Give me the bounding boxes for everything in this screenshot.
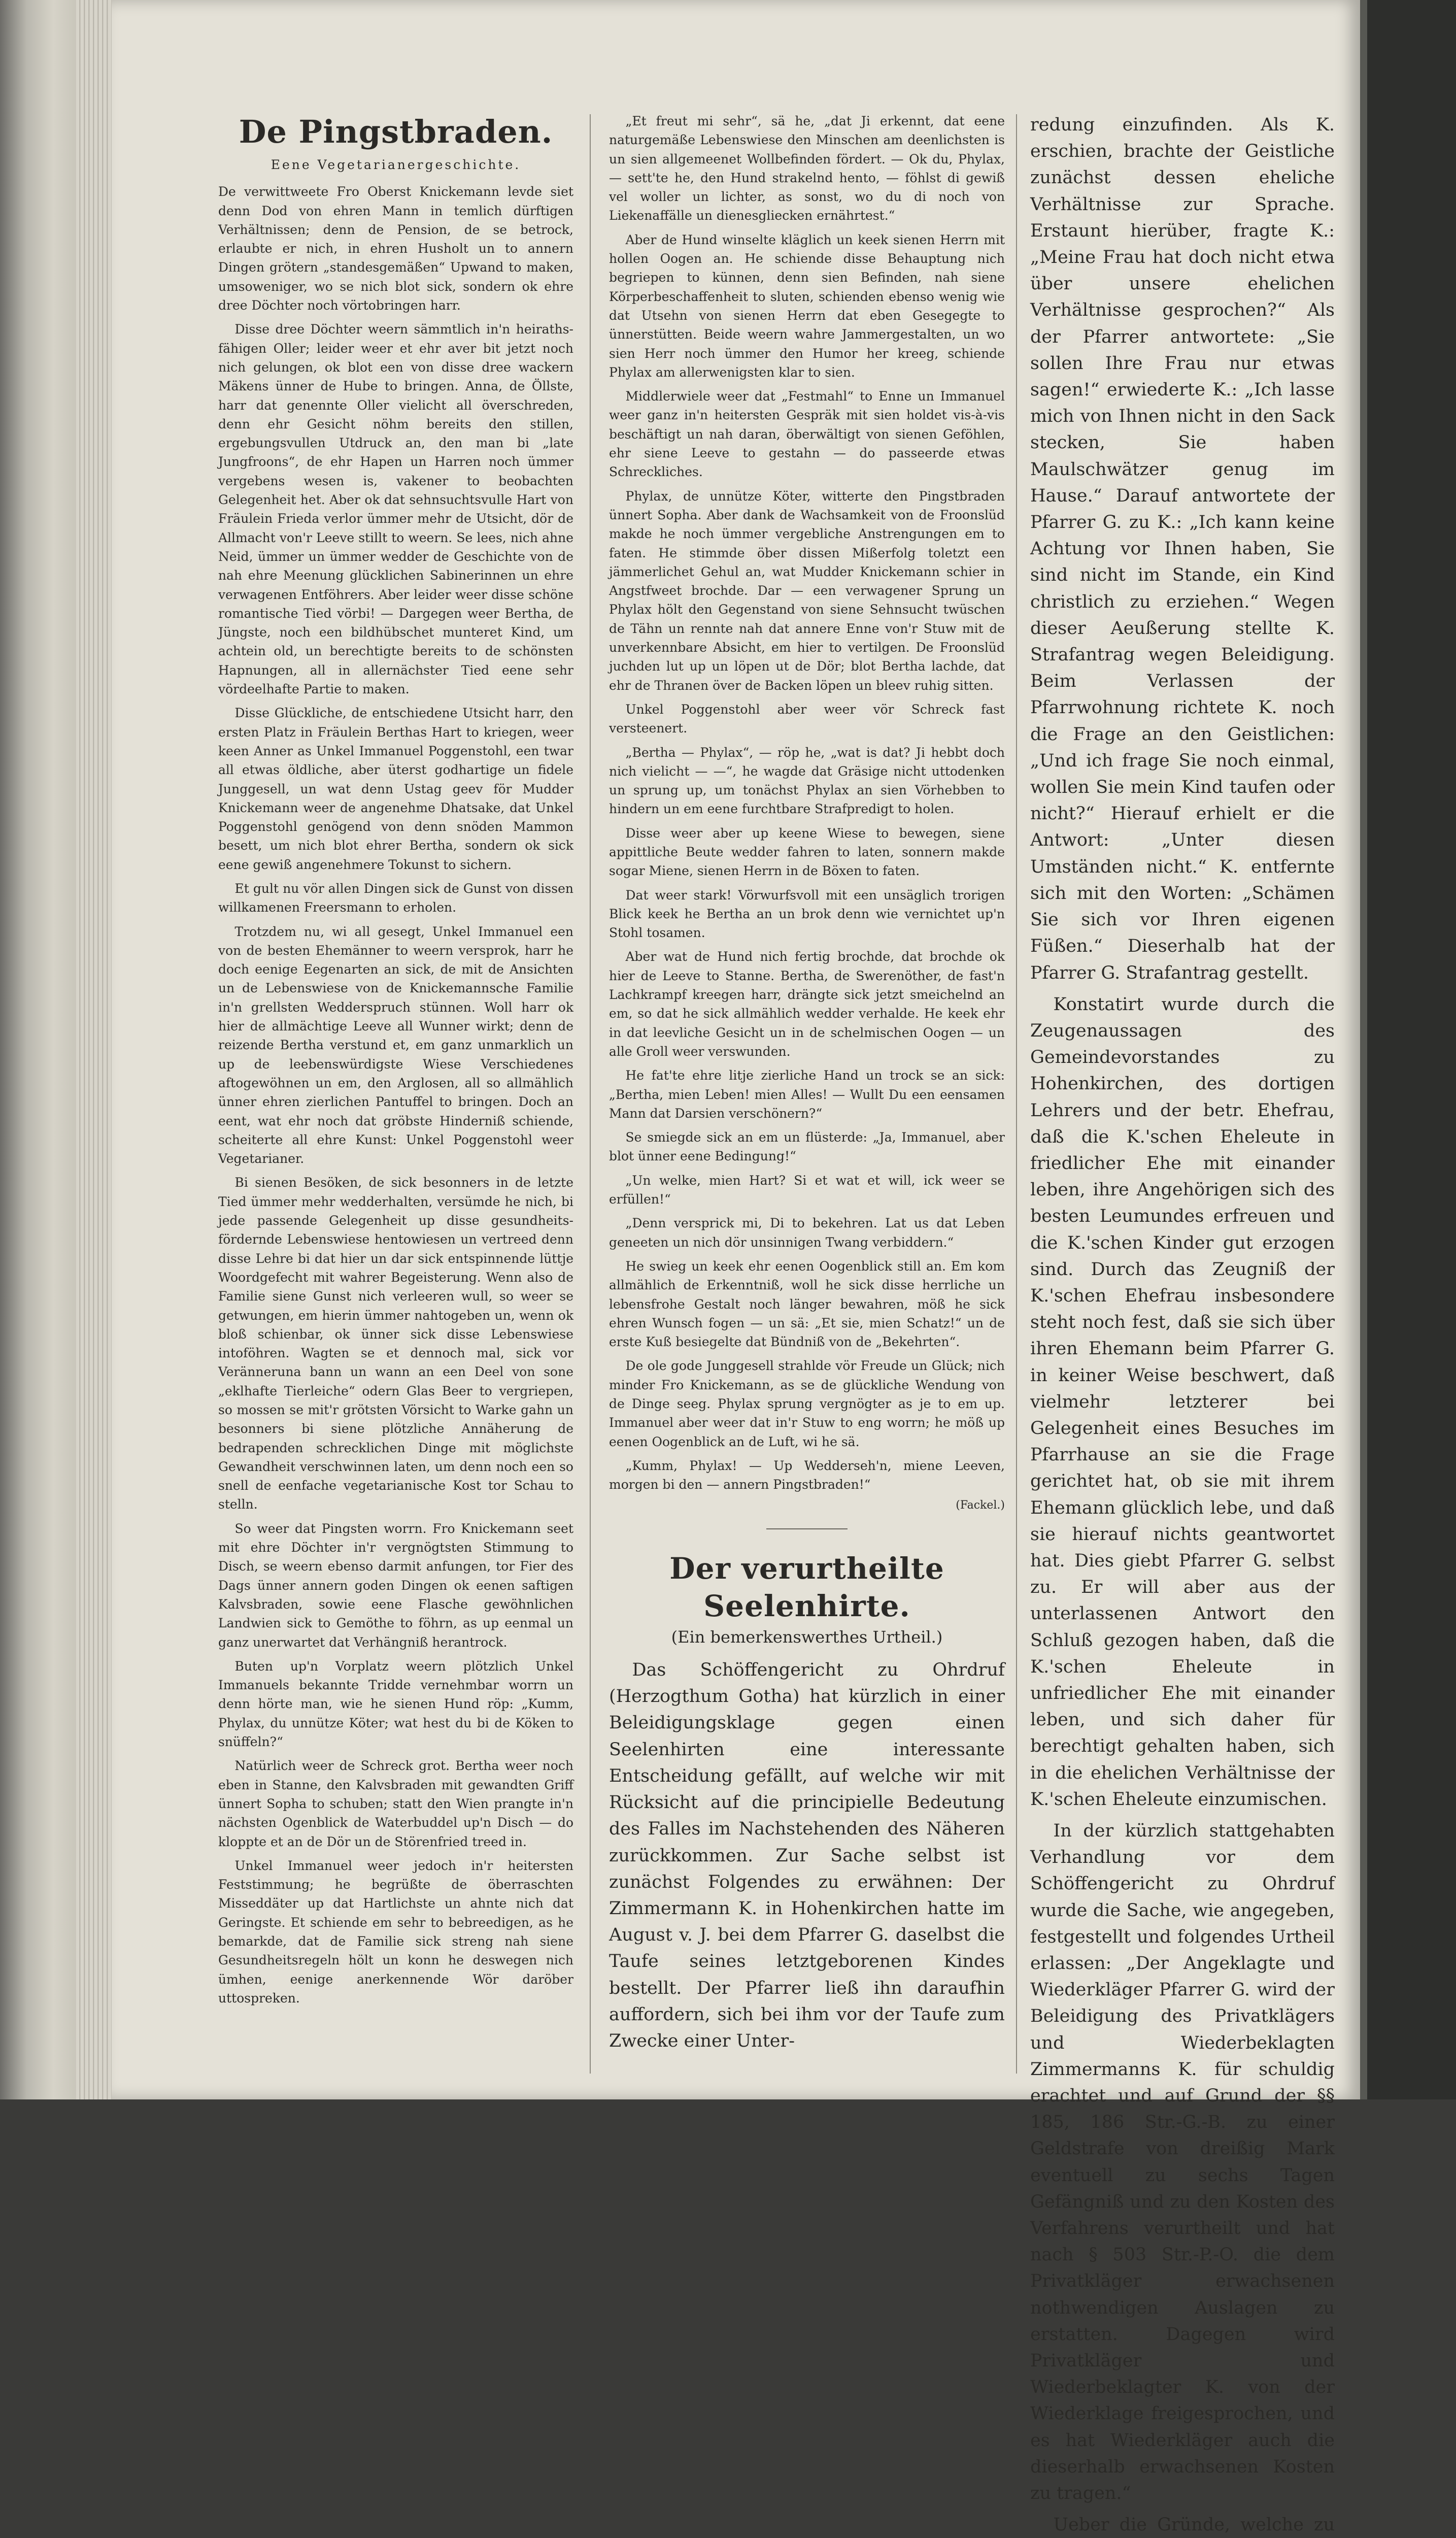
paragraph: De verwittweete Fro Oberst Knickemann levde siet denn Dod von ehren Mann in temlich dürftigen Verhältnissen; denn de Pension, de se betrock, erlaubte er nich, in ehren Husholt un to annern Dingen grötern „standesgemäßen“ Upwand to maken, umsoweniger, wo se nich blot sick, sondern ok ehre dree Döchter noch vörtobringen harr. — [218, 184, 573, 313]
paragraph: „Et freut mi sehr“, sä he, „dat Ji erkennt, dat eene naturgemäße Lebenswiese den Minschen am deenlichsten is un sien allgemeenet Wollbefinden fördert. — Ok du, Phylax, — sett'te he, den Hund strakelnd hento, — föhlst di gewiß vel woller un lichter, as sonst, wo du di noch von Liekenaffälle un dienesgliecken ernährtest.“ — [609, 114, 1005, 223]
paragraph: „Bertha — Phylax“, — röp he, „wat is dat? Ji hebbt doch nich vielicht — —“, he wagde dat Gräsige nicht uttodenken un sprung up, um tonächst Phylax an sien Vörhebben to hindern un em eene furchtbare Strafpredigt to holen. — [609, 745, 1005, 817]
paragraph: Aber de Hund winselte kläglich un keek sienen Herrn mit hollen Oogen an. He schiende disse Behauptung nich begriepen to künnen, denn sien Befinden, nah siene Körperbeschaffenheit to sluten, schienden ebenso wenig wie dat Utsehn von sienen Herrn dat eben Gesegegte to ünnerstütten. Beide weern wahre Jammergestalten, un wo sien Herr noch ümmer den Humor her kreeg, schiende Phylax am allerwenigsten klar to sien. — [609, 232, 1005, 380]
paragraph: Disse Glückliche, de entschiedene Utsicht harr, den ersten Platz in Fräulein Berthas Hart to kriegen, weer keen Anner as Unkel Immanuel Poggenstohl, een twar all etwas öldliche, aber üterst godhartige un fidele Junggesell, un wat denn Ustag geev för Mudder Knickemann weer de angenehme Dhatsake, dat Unkel Poggenstohl genögend von denn snöden Mammon besett, um nich blot ehrer Bertha, sondern ok sick eene gewiß angenehmere Tokunst to sichern. — [218, 706, 573, 872]
paragraph: Das Schöffengericht zu Ohrdruf (Herzogthum Gotha) hat kürzlich in einer Beleidigungsklage gegen einen Seelenhirten eine interessante Entscheidung gefällt, auf welche wir mit Rücksicht auf die principielle Bedeutung des Falles im Nachstehenden des Näheren zurückkommen. Zur Sache selbst ist zunächst Folgendes zu erwähnen: Der Zimmermann K. in Hohenkirchen hatte im August v. J. bei dem Pfarrer G. daselbst die Taufe seines letztgeborenen Kindes bestellt. Der Pfarrer ließ ihn daraufhin auffordern, sich bei ihm vor der Taufe zum Zwecke einer Unter- — [609, 1660, 1005, 2051]
paragraph: Bi sienen Besöken, de sick besonners in de letzte Tied ümmer mehr wedderhalten, versümde he nich, bi jede passende Gelegenheit up disse gesundheitsfördernde Lebenswiese hentowiesen un vertreed denn disse Lehre bi dat hier un dar sick entspinnende lüttje Woordgefecht mit wahrer Begeisterung. Wenn also de Familie siene Gunst nich verleeren wull, so weer se getwungen, em hierin ümmer nahtogeben un, wenn ok bloß schienbar, ok ünner sick disse Lebenswiese intoföhren. Wagten se et dennoch mal, sick vor Veränneruna bann un wann an een Deel von sone „eklhafte Tierleiche“ odern Glas Beer to vergriepen, so mossen se mit'r grötsten Vörsicht to Warke gahn un besonners bi siene plötzliche Annäherung de bedrapenden schrecklichen Dinge mit möglichste Gewandheit verschwinnen laten, um denn noch een so snell de eenfache vegetarianische Kost tor Schau to stelln. — [218, 1175, 573, 1512]
paragraph: Disse dree Döchter weern sämmtlich in'n heirathsfähigen Oller; leider weer et ehr aver bit jetzt noch nich gelungen, ok blot een von disse dree wackern Mäkens ünner de Hube to bringen. Anna, de Öllste, harr dat genennte Oller vielicht all överschreden, denn ehr Gesicht nöhm bereits den stillen, ergebungsvullen Utdruck an, den man bi „late Jungfroons“, de ehr Hapen un Harren noch ümmer vergebens wesen is, vakener to beobachten Gelegenheit het. Aber ok dat sehnsuchtsvulle Hart von Fräulein Frieda verlor ümmer mehr de Utsicht, dör de Allmacht von'r Leeve stillt to weern. Se lees, nich ahne Neid, ümmer un ümmer wedder de Geschichte von de nah ehre Meenung glücklichen Sabinerinnen un ehre verwagenen Entföhrers. Aber leider weer disse schöne romantische Tied vörbi! — Dargegen weer Bertha, de Jüngste, noch een bildhübschet munteret Kind, um achtein old, un berechtigte bereits to de schönsten Hapnungen, all in allernächster Tied eene sehr vördeelhafte Partie to maken. — [218, 322, 573, 697]
article-title-pingstbraden: De Pingstbraden. — [239, 113, 553, 150]
article-subtitle-pingstbraden: Eene Vegetarianergeschichte. — [270, 157, 521, 172]
paragraph: Ueber die Gründe, welche zu — [1053, 2515, 1335, 2535]
paragraph: He swieg un keek ehr eenen Oogenblick still an. Em kom allmählich de Erkenntniß, woll he sick disse herrliche un lebensfrohe Gestalt noch länger bewahren, möß he sick ehren Wunsch fogen — un sä: „Et sie, mien Schatz!“ un de erste Kuß besiegelte dat Bündniß von de „Bekehrten“. — [609, 1258, 1005, 1350]
column-1 — [218, 112, 573, 2013]
paragraph: Natürlich weer de Schreck grot. Bertha weer noch eben in Stanne, den Kalvsbraden mit gewandten Griff ünnert Sopha to schuben; statt den Wien prangte in'n nächsten Ogenblick de Waterbuddel up'n Disch — do kloppte et an de Dör un de Störenfried treed in. — [218, 1758, 573, 1849]
paragraph: Phylax, de unnütze Köter, witterte den Pingstbraden ünnert Sopha. Aber dank de Wachsamkeit von de Froonslüd makde he noch ümmer vergebliche Anstrengungen em to faten. He stimmde öber dissen Mißerfolg toletzt een jämmerlichet Gehul an, wat Mudder Knickemann schier in Angstfweet brochde. Dar — een verwagener Sprung un Phylax hölt den Gegenstand von siene Sehnsucht twüschen de Tähn un rennte nah dat annere Enne von'r Stuw mit de unverkennbare Absicht, em hier to vertilgen. De Froonslüd juchden lut up un löpen ut de Dör; blot Bertha lachde, dat ehr de Thranen över de Backen löpen un bleev ruhig sitten. — [609, 488, 1005, 693]
book-binding — [0, 0, 76, 2099]
cover-edge — [1360, 0, 1367, 2099]
paragraph: Dat weer stark! Vörwurfsvoll mit een unsäglich trorigen Blick keek he Bertha an un brok denn wie vernichtet up'n Stohl tosamen. — [609, 887, 1005, 941]
paragraph: redung einzufinden. Als K. erschien, brachte der Geistliche zunächst dessen eheliche Verhältnisse zur Sprache. Erstaunt hierüber, fragte K.: „Meine Frau hat doch nicht etwa über unsere ehelichen Verhältnisse gesprochen?“ Als der Pfarrer antwortete: „Sie sollen Ihre Frau nur etwas sagen!“ erwiederte K.: „Ich lasse mich von Ihnen nicht in den Sack stecken, Sie haben Maulschwätzer genug im Hause.“ Darauf antwortete der Pfarrer G. zu K.: „Ich kann keine Achtung vor Ihnen haben, Sie sind nicht im Stande, ein Kind christlich zu erziehen.“ Wegen dieser Aeußerung stellte K. Strafantrag wegen Beleidigung. Beim Verlassen der Pfarrwohnung richtete K. noch die Frage an den Geistlichen: „Und ich frage Sie noch einmal, wollen Sie mein Kind taufen oder nicht?“ Hierauf erhielt er die Antwort: „Unter diesen Umständen nicht.“ K. entfernte sich mit den Worten: „Schämen Sie sich vor Ihren eigenen Füßen.“ Dieserhalb hat der Pfarrer G. Strafantrag gestellt. — [1030, 115, 1335, 983]
paragraph: So weer dat Pingsten worrn. Fro Knickemann seet mit ehre Döchter in'r vergnögtsten Stimmung to Disch, se weern ebenso darmit anfungen, tor Fier des Dags ünner annern goden Dingen ok eenen saftigen Kalvsbraden, sowie eene Flasche gewöhnlichen Landwien sick to Gemöthe to föhrn, as up eenmal un ganz unerwartet dat Verhängniß herantrock. — [218, 1521, 573, 1650]
column-3 — [1030, 112, 1335, 2538]
article-divider — [766, 1528, 848, 1529]
article-source: (Fackel.) — [956, 1499, 1005, 1512]
article-subtitle-seelenhirte: (Ein bemerkenswerthes Urtheil.) — [671, 1627, 943, 1647]
column-2 — [609, 112, 1005, 2054]
paragraph: Trotzdem nu, wi all gesegt, Unkel Immanuel een von de besten Ehemänner to weern versprok, harr he doch eenige Eegenarten an sick, de mit de Ansichten un de Lebenswiese von de Knickemannsche Familie in'n grellsten Wedderspruch stünnen. Woll harr ok hier de allmächtige Leeve all Wunner wirkt; denn de reizende Bertha verstund et, em ganz unmarklich un up de leebenswürdigste Wiese Verschiedenes aftogewöhnen un em, den Arglosen, all so allmählich ünner ehren zierlichen Pantuffel to bringen. Doch an eent, wat ehr noch dat gröbste Hinderniß schiende, scheiterte all ehre Kunst: Unkel Poggenstohl weer Vegetarianer. — [218, 924, 573, 1166]
paragraph: In der kürzlich stattgehabten Verhandlung vor dem Schöffengericht zu Ohrdruf wurde die Sache, wie angegeben, festgestellt und folgendes Urtheil erlassen: „Der Angeklagte und Wiederkläger Pfarrer G. wird der Beleidigung des Privatklägers und Wiederbeklagten Zimmermanns K. für schuldig erachtet und auf Grund der §§ 185, 186 Str.-G.-B. zu einer Geldstrafe von dreißig Mark eventuell zu sechs Tagen Gefängniß und zu den Kosten des Verfahrens verurtheilt und hat nach § 503 Str.-P.-O. die dem Privatkläger erwachsenen nothwendigen Auslagen zu erstatten. Dagegen wird Privatkläger und Wiederbeklagter K. von der Wiederklage freigesprochen, und es hat Wiederkläger auch die dieserhalb erwachsenen Kosten zu tragen.“ — [1030, 1821, 1335, 2504]
column-rule-2 — [1016, 114, 1017, 2074]
paragraph: „Un welke, mien Hart? Si et wat et will, ick weer se erfüllen!“ — [609, 1173, 1005, 1207]
paragraph: Unkel Poggenstohl aber weer vör Schreck fast versteenert. — [609, 702, 1005, 736]
paragraph: Unkel Immanuel weer jedoch in'r heitersten Feststimmung; he begrüßte de öberraschten Misseddäter up dat Hartlichste un ahnte nich dat Geringste. Et schiende em sehr to bebreedigen, as he bemarkde, dat de Familie sick streng nah siene Gesundheitsregeln hölt un konn he deswegen nich ümhen, eenige anerkennende Wör daröber uttospreken. — [218, 1858, 573, 2006]
paragraph: Middlerwiele weer dat „Festmahl“ to Enne un Immanuel weer ganz in'n heitersten Gespräk mit sien holdet vis-à-vis beschäftigt un nah daran, öberwältigt von sienen Geföhlen, ehr siene Leeve to gestahn — do passeerde etwas Schreckliches. — [609, 389, 1005, 480]
paragraph: Aber wat de Hund nich fertig brochde, dat brochde ok hier de Leeve to Stanne. Bertha, de Swerenöther, de fast'n Lachkrampf kreegen harr, drängte sick jetzt smeichelnd an em, so dat he sick allmählich wedder verhalde. He keek ehr in dat leevliche Gesicht un in de schelmischen Oogen — un alle Groll weer verswunden. — [609, 949, 1005, 1059]
paragraph: Se smiegde sick an em un flüsterde: „Ja, Immanuel, aber blot ünner eene Bedingung!“ — [609, 1130, 1005, 1164]
article2-start — [609, 1657, 1005, 2054]
paragraph: Disse weer aber up keene Wiese to bewegen, siene appittliche Beute wedder fahren to laten, sonnern makde sogar Miene, sienen Herrn in de Böxen to faten. — [609, 825, 1005, 879]
paragraph: „Denn versprick mi, Di to bekehren. Lat us dat Leben geneeten un nich dör unsinnigen Twang verbiddern.“ — [609, 1216, 1005, 1250]
paragraph: „Kumm, Phylax! — Up Wedderseh'n, miene Leeven, morgen bi den — annern Pingstbraden!“ — [609, 1458, 1005, 1492]
article-title-seelenhirte: Der verurtheilte Seelenhirte. — [669, 1551, 944, 1623]
paragraph: Buten up'n Vorplatz weern plötzlich Unkel Immanuels bekannte Tridde vernehmbar worrn un denn hörte man, wie he sienen Hund röp: „Kumm, Phylax, du unnütze Köter; wat hest du bi de Köken to snüffeln?“ — [218, 1658, 573, 1750]
column-rule-1 — [590, 114, 591, 2074]
page-edges — [76, 0, 112, 2099]
paragraph: He fat'te ehre litje zierliche Hand un trock se an sick: „Bertha, mien Leben! mien Alles! — Wullt Du een eensamen Mann dat Darsien verschönern?“ — [609, 1068, 1005, 1121]
paragraph: De ole gode Junggesell strahlde vör Freude un Glück; nich minder Fro Knickemann, as se de glückliche Wendung von de Dinge seeg. Phylax sprung vergnögter as je to em up. Immanuel aber weer dat in'r Stuw to eng worrn; he möß up eenen Oogenblick an de Luft, wi he sä. — [609, 1358, 1005, 1449]
paragraph: Konstatirt wurde durch die Zeugenaussagen des Gemeindevorstandes zu Hohenkirchen, des dortigen Lehrers und der betr. Ehefrau, daß die K.'schen Eheleute in friedlicher Ehe mit einander leben, ihre Angehörigen sich des besten Leumundes erfreuen und die K.'schen Kinder gut erzogen sind. Durch das Zeugniß der K.'schen Ehefrau insbesondere steht noch fest, daß sie sich über ihren Ehemann beim Pfarrer G. in keiner Weise beschwert, daß vielmehr letzterer bei Gelegenheit eines Besuches im Pfarrhause an sie die Frage gerichtet hat, ob sie mit ihrem Ehemann glücklich lebe, und daß sie hierauf nichts geantwortet hat. Dies giebt Pfarrer G. selbst zu. Er will aber aus der unterlassenen Antwort den Schluß gezogen haben, daß die K.'schen Eheleute in unfriedlicher Ehe mit einander leben, und sich daher für berechtigt gehalten haben, sich in die ehelichen Verhältnisse der K.'schen Eheleute einzumischen. — [1030, 994, 1335, 1810]
paragraph: Et gult nu vör allen Dingen sick de Gunst von dissen willkamenen Freersmann to erholen. — [218, 881, 573, 915]
book-cover — [1360, 0, 1456, 2099]
